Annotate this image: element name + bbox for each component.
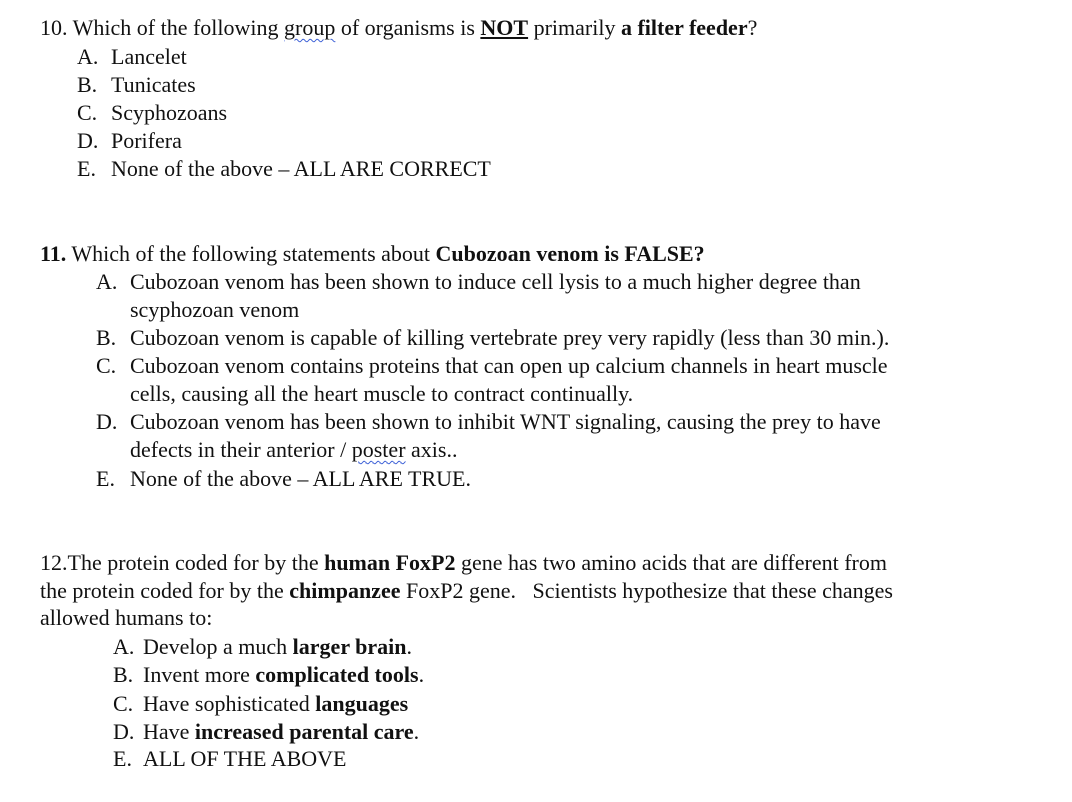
option-a-continued	[130, 296, 299, 324]
option-letter: E.	[77, 156, 96, 181]
option-d	[96, 408, 881, 436]
option-a	[77, 43, 187, 71]
option-letter: E.	[113, 746, 132, 771]
option-text: Tunicates	[111, 72, 196, 97]
option-text: Porifera	[111, 128, 182, 153]
emphasis-text: a filter feeder	[620, 15, 748, 40]
option-letter: A.	[96, 269, 118, 294]
emphasis-text: languages	[315, 691, 409, 716]
stem-text: FoxP2 gene. Scientists hypothesize that these changes	[400, 578, 893, 603]
option-letter: A.	[77, 44, 99, 69]
option-text: Invent more	[143, 662, 256, 687]
option-letter: D.	[96, 409, 118, 434]
option-b	[77, 71, 196, 99]
stem-text: gene has two amino acids that are different from	[455, 550, 887, 575]
option-text: Cubozoan venom has been shown to induce cell lysis to a much higher degree than	[130, 269, 861, 294]
option-c	[77, 99, 227, 127]
option-text: .	[418, 662, 425, 687]
option-a	[96, 268, 861, 296]
option-text: defects in their anterior /	[130, 437, 352, 462]
option-d	[113, 718, 419, 746]
question-10-stem	[40, 14, 757, 42]
question-11-stem	[40, 240, 705, 268]
option-c	[96, 352, 888, 380]
option-letter: C.	[96, 353, 117, 378]
emphasis-text: complicated tools	[255, 662, 419, 687]
stem-text: ?	[747, 15, 758, 40]
option-text: Lancelet	[111, 44, 187, 69]
option-e	[96, 465, 471, 493]
option-letter: B.	[77, 72, 98, 97]
option-text: ALL OF THE ABOVE	[143, 746, 347, 771]
emphasis-text: Cubozoan venom is FALSE?	[435, 241, 705, 266]
option-letter: B.	[113, 662, 134, 687]
option-text: Cubozoan venom has been shown to inhibit WNT signaling, causing the prey to have	[130, 409, 881, 434]
option-text: None of the above – ALL ARE CORRECT	[111, 156, 491, 181]
option-text: cells, causing all the heart muscle to contract continually.	[130, 381, 634, 406]
option-letter: A.	[113, 634, 135, 659]
question-number: 10.	[40, 15, 68, 40]
option-letter: C.	[77, 100, 98, 125]
option-text: Cubozoan venom is capable of killing vertebrate prey very rapidly (less than 30 min.).	[130, 325, 890, 350]
option-text: Scyphozoans	[111, 100, 228, 125]
option-d	[77, 127, 182, 155]
option-text: .	[406, 634, 413, 659]
option-c	[113, 690, 408, 718]
stem-text: 12.The protein coded for by the	[40, 550, 325, 575]
option-d-continued	[130, 436, 457, 464]
option-text: Have	[143, 719, 195, 744]
question-number: 11.	[40, 241, 67, 266]
option-letter: D.	[77, 128, 99, 153]
emphasis-text: larger brain	[292, 634, 407, 659]
option-b	[96, 324, 889, 352]
option-e	[113, 745, 347, 773]
stem-text: the protein coded for by the	[40, 578, 290, 603]
option-c-continued	[130, 380, 633, 408]
option-text: Have sophisticated	[143, 691, 316, 716]
emphasis-text: chimpanzee	[289, 578, 401, 603]
emphasis-not: NOT	[480, 15, 529, 40]
option-a	[113, 633, 412, 661]
option-text: scyphozoan venom	[130, 297, 300, 322]
option-text: .	[413, 719, 420, 744]
spellcheck-word: poster	[351, 437, 406, 462]
option-letter: B.	[96, 325, 117, 350]
option-e	[77, 155, 491, 183]
option-text: Cubozoan venom contains proteins that can open up calcium channels in heart muscle	[130, 353, 888, 378]
emphasis-text: increased parental care	[194, 719, 414, 744]
emphasis-text: human FoxP2	[324, 550, 456, 575]
option-letter: D.	[113, 719, 135, 744]
option-b	[113, 661, 424, 689]
stem-text: of organisms is	[335, 15, 481, 40]
stem-text: primarily	[528, 15, 621, 40]
option-letter: E.	[96, 466, 115, 491]
stem-text: Which of the following statements about	[66, 241, 436, 266]
option-text: None of the above – ALL ARE TRUE.	[130, 466, 471, 491]
option-text: axis..	[405, 437, 458, 462]
question-12-stem-line1	[40, 549, 887, 577]
question-12-stem-line2	[40, 577, 893, 605]
option-text: Develop a much	[143, 634, 293, 659]
option-letter: C.	[113, 691, 134, 716]
question-12-stem-line3	[40, 604, 212, 632]
stem-text: Which of the following	[72, 15, 285, 40]
spellcheck-word: group	[284, 15, 336, 40]
stem-text: allowed humans to:	[40, 605, 213, 630]
